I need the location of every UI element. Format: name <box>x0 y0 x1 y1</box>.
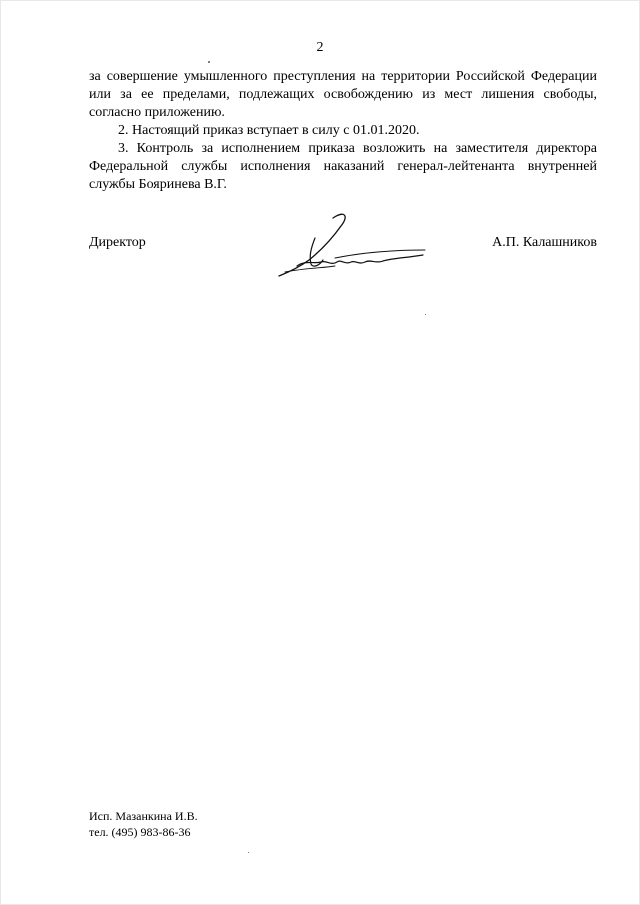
executor-footer <box>89 808 198 840</box>
document-body <box>89 68 597 194</box>
page-number: 2 <box>316 40 324 55</box>
scan-speck <box>208 61 210 63</box>
handwritten-signature <box>275 208 435 280</box>
paragraph-effective-date: 2. Настоящий приказ вступает в силу с 01.01.2020. <box>118 123 420 138</box>
signatory-title: Директор <box>89 235 146 250</box>
executor-phone: тел. (495) 983-86-36 <box>89 825 191 839</box>
executor-name: Исп. Мазанкина И.В. <box>89 809 198 823</box>
paragraph-control: 3. Контроль за исполнением приказа возложить на заместителя директора Федеральной службы исполнения наказаний генерал-лейтенанта внутренней службы Бояринева В.Г. <box>89 141 597 192</box>
signatory-name: А.П. Калашников <box>492 235 597 250</box>
paragraph-continuation: за совершение умышленного преступления на территории Российской Федерации или за ее пределами, подлежащих освобождению из мест лишения свободы, согласно приложению. <box>89 69 597 120</box>
scan-speck <box>248 852 249 853</box>
scan-speck <box>425 314 426 315</box>
